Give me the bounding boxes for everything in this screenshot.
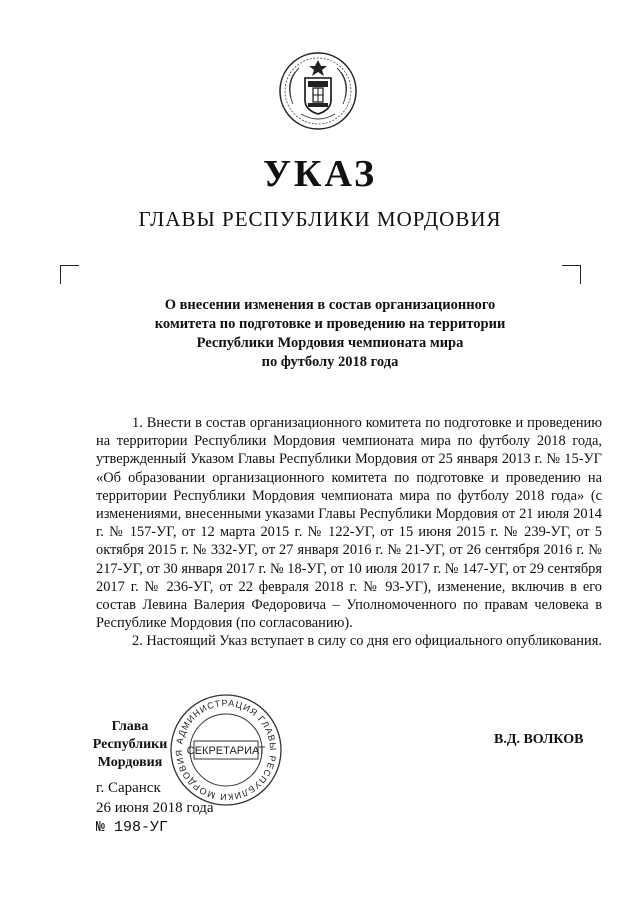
paragraph-1: 1. Внести в состав организационного комитета по подготовке и проведению на территории Республики Мордовия чемпионата мира по футболу 2018 года, утвержденный Указом Главы Республики Мордовия от 25 января 2013 г. № 15-УГ «Об образовании организационного комитета по подготовке и проведению на территории Республики Мордовия чемпионата мира по футболу 2018 года» (с изменениями, внесенными указами Главы Республики Мордовия от 21 июля 2014 г. № 157-УГ, от 12 марта 2015 г. № 122-УГ, от 15 июня 2015 г. № 239-УГ, от 5 октября 2015 г. № 332-УГ, от 27 января 2016 г. № 21-УГ, от 26 сентября 2016 г. № 217-УГ, от 30 января 2017 г. № 18-УГ, от 10 июля 2017 г. № 147-УГ, от 29 сентября 2017 г. № 236-УГ, от 22 февраля 2018 г. № 93-УГ), изменение, включив в его состав Левина Валерия Федоровича – Уполномоченного по правам человека в Республике Мордовия (по согласованию).	[96, 415, 602, 632]
position-line-2: Республики Мордовия	[92, 737, 168, 770]
heading-line: по футболу 2018 года	[261, 354, 399, 370]
stamp-center-text: СЕКРЕТАРИАТ	[186, 745, 266, 757]
decree-body	[96, 414, 602, 651]
document-subtitle: ГЛАВЫ РЕСПУБЛИКИ МОРДОВИЯ	[138, 207, 502, 231]
footer-date: 26 июня 2018 года	[96, 800, 214, 816]
heading-line: Республики Мордовия чемпионата мира	[196, 335, 464, 351]
signatory-name: В.Д. ВОЛКОВ	[494, 732, 584, 747]
document-title: УКАЗ	[263, 153, 377, 195]
heading-line: О внесении изменения в состав организационного	[164, 297, 496, 313]
corner-mark-right	[562, 265, 581, 284]
heading-line: комитета по подготовке и проведению на территории	[154, 316, 506, 332]
paragraph-2: 2. Настоящий Указ вступает в силу со дня его официального опубликования.	[132, 633, 602, 650]
stamp-ring-text: АДМИНИСТРАЦИЯ ГЛАВЫ РЕСПУБЛИКИ МОРДОВИЯ	[173, 697, 279, 803]
corner-mark-left	[60, 265, 79, 284]
decree-heading	[140, 296, 520, 372]
footer-number: № 198-УГ	[96, 819, 169, 836]
footer-city: г. Саранск	[96, 780, 161, 796]
position-line-1: Глава	[111, 719, 149, 734]
signatory-position	[60, 718, 200, 772]
coat-of-arms-icon	[277, 50, 359, 132]
document-footer	[96, 778, 214, 838]
